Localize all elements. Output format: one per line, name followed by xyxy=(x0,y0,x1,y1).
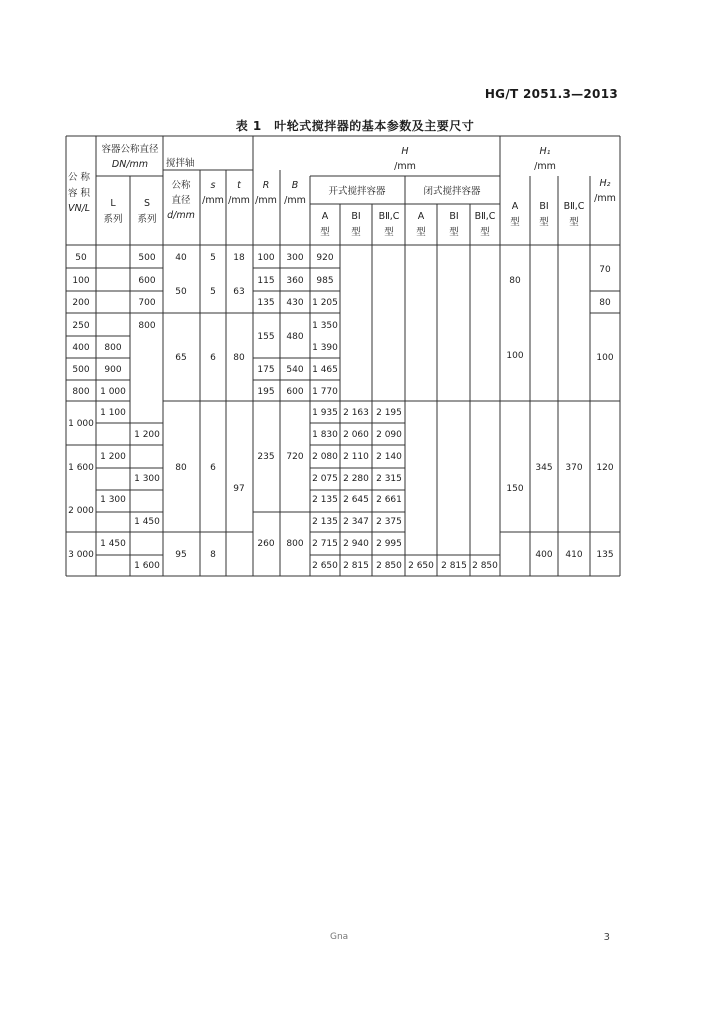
cell-h-open-a: 1 935 xyxy=(312,408,338,418)
cell-h2: 70 xyxy=(599,265,611,275)
cell-vol: 100 xyxy=(72,276,90,286)
cell-R: 135 xyxy=(257,298,275,308)
cell-R: 235 xyxy=(257,452,275,462)
hdr-B-1: B xyxy=(291,180,299,191)
cell-h-open-a: 1 390 xyxy=(312,343,338,353)
cell-dn-S: 1 200 xyxy=(134,430,160,440)
cell-h-open-a: 1 465 xyxy=(312,365,338,375)
cell-B: 540 xyxy=(286,365,304,375)
footer-mark: Gna xyxy=(330,932,349,942)
cell-shaft-d: 65 xyxy=(175,353,187,363)
hdr-openBII-2: 型 xyxy=(384,227,394,238)
hdr-H1BI-2: 型 xyxy=(539,217,549,228)
cell-s: 6 xyxy=(210,353,216,363)
cell-vol: 1 000 xyxy=(68,419,94,429)
hdr-s-2: /mm xyxy=(202,195,224,206)
hdr-dn-group-1: 容器公称直径 xyxy=(101,144,159,155)
hdr-t-1: t xyxy=(237,180,241,191)
hdr-shaft-group: 搅拌轴 xyxy=(166,158,195,169)
hdr-R-1: R xyxy=(262,180,270,191)
cell-dn-L: 900 xyxy=(104,365,122,375)
cell-dn-L: 800 xyxy=(104,343,122,353)
cell-h-open-a: 920 xyxy=(316,253,334,263)
cell-vol: 3 000 xyxy=(68,550,94,560)
cell-vol: 1 600 xyxy=(68,463,94,473)
hdr-H-1: H xyxy=(401,146,409,157)
cell-h-open-bi: 2 060 xyxy=(343,430,369,440)
cell-B: 600 xyxy=(286,387,304,397)
cell-h-open-bii: 2 661 xyxy=(376,495,402,505)
hdr-H1-1: H₁ xyxy=(539,146,551,157)
hdr-open: 开式搅拌容器 xyxy=(328,186,386,197)
hdr-dn-L-1: L xyxy=(110,198,116,209)
cell-h1-bii: 370 xyxy=(565,463,583,473)
cell-shaft-d: 50 xyxy=(175,287,187,297)
cell-h-open-bii: 2 315 xyxy=(376,474,402,484)
cell-s: 5 xyxy=(210,287,216,297)
standard-code: HG/T 2051.3—2013 xyxy=(484,87,618,101)
cell-h2: 100 xyxy=(596,353,614,363)
cell-vol: 400 xyxy=(72,343,90,353)
cell-shaft-d: 95 xyxy=(175,550,187,560)
cell-h-open-a: 2 715 xyxy=(312,539,338,549)
cell-h1-bi: 400 xyxy=(535,550,553,560)
hdr-dn-S-2: 系列 xyxy=(137,214,157,225)
cell-h-open-bii: 2 140 xyxy=(376,452,402,462)
cell-h-open-a: 985 xyxy=(316,276,334,286)
cell-vol: 800 xyxy=(72,387,90,397)
cell-vol: 250 xyxy=(72,321,90,331)
hdr-H1BII-1: BⅡ,C xyxy=(563,201,585,212)
hdr-openBI-2: 型 xyxy=(351,227,361,238)
cell-B: 800 xyxy=(286,539,304,549)
cell-h-closed-a: 2 650 xyxy=(408,561,434,571)
hdr-H1A-2: 型 xyxy=(510,217,520,228)
hdr-shaft-d-1: 公称 xyxy=(171,180,191,191)
cell-dn-L: 1 450 xyxy=(100,539,126,549)
cell-h-open-a: 2 075 xyxy=(312,474,338,484)
cell-R: 260 xyxy=(257,539,275,549)
cell-h-open-a: 2 650 xyxy=(312,561,338,571)
cell-h-open-a: 1 770 xyxy=(312,387,338,397)
hdr-dn-group-2: DN/mm xyxy=(111,159,149,170)
cell-dn-S: 1 450 xyxy=(134,517,160,527)
hdr-dn-L-2: 系列 xyxy=(103,214,123,225)
cell-s: 6 xyxy=(210,463,216,473)
cell-h-open-bii: 2 195 xyxy=(376,408,402,418)
cell-h-open-a: 2 135 xyxy=(312,495,338,505)
hdr-H1A-1: A xyxy=(511,201,519,212)
cell-vol: 500 xyxy=(72,365,90,375)
cell-h2: 135 xyxy=(596,550,614,560)
cell-shaft-d: 80 xyxy=(175,463,187,473)
cell-dn-S: 700 xyxy=(138,298,156,308)
cell-h-open-a: 2 135 xyxy=(312,517,338,527)
cell-h-open-bii: 2 850 xyxy=(376,561,402,571)
cell-R: 115 xyxy=(257,276,275,286)
cell-B: 720 xyxy=(286,452,304,462)
cell-R: 195 xyxy=(257,387,275,397)
cell-h-open-bi: 2 645 xyxy=(343,495,369,505)
cell-B: 430 xyxy=(286,298,304,308)
hdr-vol-3: VN/L xyxy=(68,203,91,214)
cell-R: 100 xyxy=(257,253,275,263)
cell-dn-S: 500 xyxy=(138,253,156,263)
cell-B: 480 xyxy=(286,332,304,342)
cell-s: 5 xyxy=(210,253,216,263)
cell-t: 18 xyxy=(233,253,245,263)
hdr-closedA-2: 型 xyxy=(416,227,426,238)
hdr-openA-1: A xyxy=(321,211,329,222)
cell-t: 80 xyxy=(233,353,245,363)
cell-dn-S: 600 xyxy=(138,276,156,286)
cell-h1-a: 150 xyxy=(506,484,524,494)
cell-h1-bii: 410 xyxy=(565,550,583,560)
hdr-H-2: /mm xyxy=(394,161,416,172)
hdr-closedA-1: A xyxy=(417,211,425,222)
hdr-shaft-d-3: d/mm xyxy=(167,210,195,221)
cell-h-open-bi: 2 940 xyxy=(343,539,369,549)
hdr-closedBII-1: BⅡ,C xyxy=(474,211,496,222)
hdr-dn-S-1: S xyxy=(143,198,151,209)
cell-vol: 200 xyxy=(72,298,90,308)
hdr-s-1: s xyxy=(210,180,216,191)
hdr-H1-2: /mm xyxy=(534,161,556,172)
hdr-openBII-1: BⅡ,C xyxy=(378,211,400,222)
cell-dn-S: 800 xyxy=(138,321,156,331)
cell-h-open-a: 1 350 xyxy=(312,321,338,331)
cell-dn-L: 1 000 xyxy=(100,387,126,397)
cell-h-open-bi: 2 347 xyxy=(343,517,369,527)
hdr-H2-2: /mm xyxy=(594,193,616,204)
cell-h1-bi: 345 xyxy=(535,463,553,473)
cell-vol: 2 000 xyxy=(68,506,94,516)
hdr-R-2: /mm xyxy=(255,195,277,206)
cell-R: 155 xyxy=(257,332,275,342)
hdr-shaft-d-2: 直径 xyxy=(171,195,191,206)
page-number: 3 xyxy=(603,932,610,943)
cell-h-open-bii: 2 375 xyxy=(376,517,402,527)
cell-h2: 120 xyxy=(596,463,614,473)
hdr-closedBI-2: 型 xyxy=(449,227,459,238)
cell-h1-a: 100 xyxy=(506,351,524,361)
cell-h-open-bi: 2 815 xyxy=(343,561,369,571)
cell-h-open-bii: 2 090 xyxy=(376,430,402,440)
table-title: 表 1 叶轮式搅拌器的基本参数及主要尺寸 xyxy=(235,119,475,133)
cell-h2: 80 xyxy=(599,298,611,308)
cell-dn-L: 1 300 xyxy=(100,495,126,505)
hdr-closedBII-2: 型 xyxy=(480,227,490,238)
cell-h-closed-bii: 2 850 xyxy=(472,561,498,571)
hdr-H1BII-2: 型 xyxy=(569,217,579,228)
cell-R: 175 xyxy=(257,365,275,375)
cell-dn-S: 1 300 xyxy=(134,474,160,484)
cell-vol: 50 xyxy=(75,253,87,263)
hdr-vol-1: 公 称 xyxy=(68,172,91,183)
cell-h-open-a: 1 830 xyxy=(312,430,338,440)
cell-h-open-bi: 2 110 xyxy=(343,452,369,462)
cell-dn-L: 1 100 xyxy=(100,408,126,418)
cell-t: 63 xyxy=(233,287,245,297)
hdr-vol-2: 容 积 xyxy=(68,188,91,199)
hdr-t-2: /mm xyxy=(228,195,250,206)
cell-t: 97 xyxy=(233,484,245,494)
hdr-B-2: /mm xyxy=(284,195,306,206)
hdr-H1BI-1: BⅠ xyxy=(539,201,549,212)
cell-h1-a: 80 xyxy=(509,276,521,286)
hdr-closedBI-1: BⅠ xyxy=(449,211,459,222)
hdr-H2-1: H₂ xyxy=(599,178,611,189)
hdr-openA-2: 型 xyxy=(320,227,330,238)
cell-B: 360 xyxy=(286,276,304,286)
cell-h-open-bi: 2 163 xyxy=(343,408,369,418)
hdr-closed: 闭式搅拌容器 xyxy=(423,186,481,197)
cell-h-closed-bi: 2 815 xyxy=(441,561,467,571)
cell-s: 8 xyxy=(210,550,216,560)
cell-dn-S: 1 600 xyxy=(134,561,160,571)
cell-h-open-a: 1 205 xyxy=(312,298,338,308)
hdr-openBI-1: BⅠ xyxy=(351,211,361,222)
cell-h-open-bii: 2 995 xyxy=(376,539,402,549)
cell-h-open-bi: 2 280 xyxy=(343,474,369,484)
cell-B: 300 xyxy=(286,253,304,263)
cell-dn-L: 1 200 xyxy=(100,452,126,462)
cell-h-open-a: 2 080 xyxy=(312,452,338,462)
cell-shaft-d: 40 xyxy=(175,253,187,263)
